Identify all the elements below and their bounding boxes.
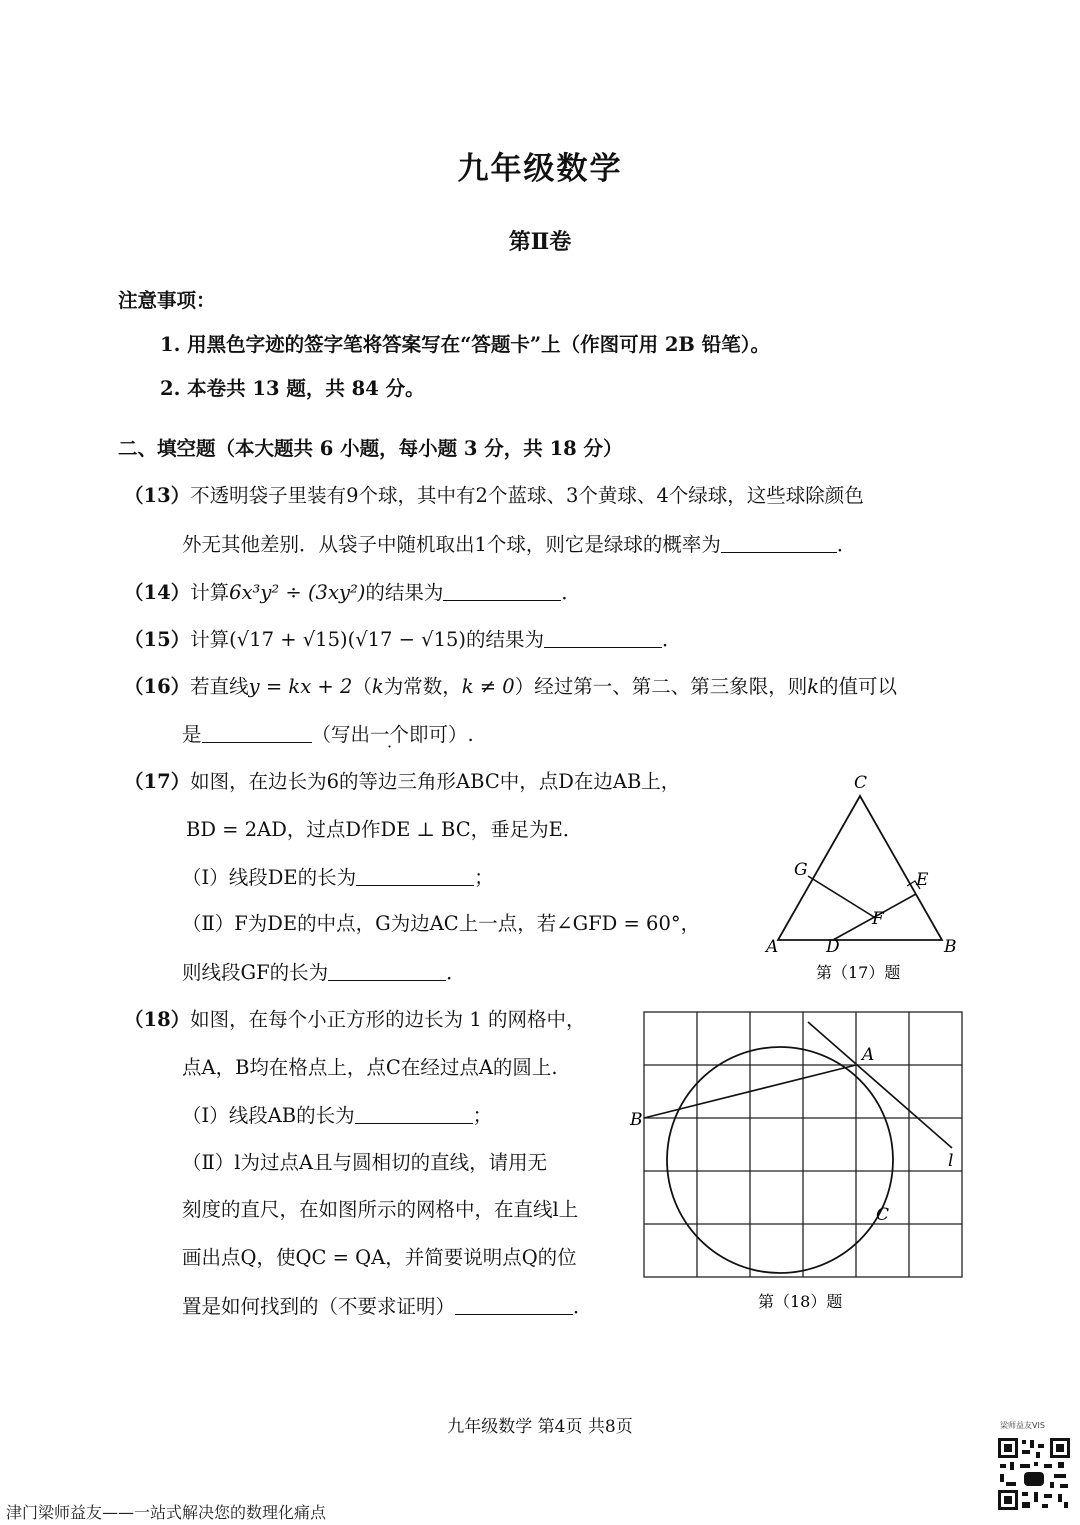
qr-label: 梁师益友VIS bbox=[1000, 1421, 1045, 1430]
q18-text1: 如图，在每个小正方形的边长为 1 的网格中， bbox=[190, 1008, 586, 1031]
q17-part1: （Ⅰ）线段DE的长为 ； bbox=[182, 866, 494, 889]
q16-text2b: （写出 bbox=[311, 723, 371, 746]
page-footer: 九年级数学 第4页 共8页 bbox=[447, 1417, 633, 1437]
q14-number: （14） bbox=[124, 581, 191, 604]
q16-line1 bbox=[124, 675, 897, 698]
q15-post: 的结果为 bbox=[466, 628, 545, 651]
q16-text1e: 的值可以 bbox=[819, 675, 898, 698]
notice-heading: 注意事项： bbox=[118, 289, 216, 312]
q18-part2-blank[interactable] bbox=[455, 1294, 573, 1315]
q18-number: （18） bbox=[124, 1008, 191, 1031]
notice-item-1: 1. 用黑色字迹的签字笔将答案写在“答题卡”上（作图可用 2B 铅笔）。 bbox=[160, 333, 770, 356]
q17-part2: （Ⅱ）F为DE的中点，G为边AC上一点，若∠GFD = 60°， bbox=[182, 912, 701, 935]
q14-expression: 6x³y² ÷ (3xy²) bbox=[229, 581, 366, 604]
q18-part2b: 刻度的直尺，在如图所示的网格中，在直线l上 bbox=[182, 1198, 579, 1221]
q18-part2d-text: 置是如何找到的（不要求证明） bbox=[182, 1295, 456, 1318]
q18-part2: （Ⅱ）l为过点A且与圆相切的直线，请用无 bbox=[182, 1151, 548, 1174]
label-b: B bbox=[630, 1110, 643, 1130]
q15-line: （15）计算(√17 + √15)(√17 − √15)的结果为 ． bbox=[124, 628, 682, 651]
q17-number: （17） bbox=[124, 770, 191, 793]
q18-line1 bbox=[124, 1008, 585, 1031]
q16-text1a: 若直线 bbox=[190, 675, 249, 698]
q16-k-1: k bbox=[371, 675, 384, 698]
label-c: C bbox=[854, 773, 868, 793]
q13-answer-blank[interactable] bbox=[721, 532, 837, 553]
q17-line2: BD = 2AD，过点D作DE ⊥ BC，垂足为E． bbox=[186, 818, 583, 841]
q17-figure bbox=[760, 768, 970, 988]
q16-k-3: k bbox=[807, 675, 820, 698]
q13-text2: 外无其他差别．从袋子中随机取出1个球，则它是绿球的概率为 bbox=[182, 533, 721, 556]
q18-part2c: 画出点Q，使QC = QA，并简要说明点Q的位 bbox=[182, 1246, 577, 1269]
q15-expression: (√17 + √15)(√17 − √15) bbox=[229, 628, 467, 651]
q16-emphasis: 一个 bbox=[370, 723, 410, 746]
q17-part1-blank[interactable] bbox=[356, 865, 474, 886]
label-a: A bbox=[766, 937, 779, 957]
q14-post: 的结果为 bbox=[365, 581, 444, 604]
q15-answer-blank[interactable] bbox=[544, 627, 662, 648]
q17-caption: 第（17）题 bbox=[816, 963, 901, 982]
label-d: D bbox=[826, 937, 840, 957]
q17-part2-blank[interactable] bbox=[328, 960, 446, 981]
qr-code-icon bbox=[996, 1436, 1072, 1512]
label-f: F bbox=[872, 909, 884, 929]
q16-text1b: （ bbox=[352, 675, 372, 698]
q13-line1 bbox=[124, 484, 864, 507]
q18-part1: （Ⅰ）线段AB的长为 ； bbox=[182, 1104, 493, 1127]
grid bbox=[644, 1012, 962, 1277]
tangent-line-l bbox=[808, 1022, 952, 1148]
label-b: B bbox=[944, 937, 957, 957]
q16-text2a: 是 bbox=[182, 723, 202, 746]
q18-part2d: 置是如何找到的（不要求证明） ． bbox=[182, 1295, 593, 1318]
q18-part1-blank[interactable] bbox=[355, 1103, 473, 1124]
q16-k-condition: k ≠ 0 bbox=[461, 675, 515, 698]
q17-part1-text: （Ⅰ）线段DE的长为 bbox=[182, 866, 357, 889]
q16-line2 bbox=[182, 722, 474, 746]
notice-item-2: 2. 本卷共 13 题，共 84 分。 bbox=[160, 377, 425, 400]
q16-text1d: ）经过第一、第二、第三象限，则 bbox=[514, 675, 808, 698]
q14-answer-blank[interactable] bbox=[443, 580, 561, 601]
q13-number: （13） bbox=[124, 484, 191, 507]
q16-text1c: 为常数， bbox=[383, 675, 462, 698]
section-heading: 二、填空题（本大题共 6 小题，每小题 3 分，共 18 分） bbox=[118, 437, 623, 460]
q18-line2: 点A，B均在格点上，点C在经过点A的圆上. bbox=[182, 1056, 558, 1079]
q15-number: （15） bbox=[124, 628, 191, 651]
q18-caption: 第（18）题 bbox=[758, 1292, 843, 1311]
label-l: l bbox=[948, 1151, 954, 1171]
q18-figure bbox=[630, 1000, 975, 1320]
q17-part2b-text: 则线段GF的长为 bbox=[182, 961, 329, 984]
label-g: G bbox=[794, 860, 808, 880]
watermark-text: 津门梁师益友——一站式解决您的数理化痛点 bbox=[6, 1503, 327, 1522]
page-subtitle: 第Ⅱ卷 bbox=[508, 229, 572, 255]
q15-pre: 计算 bbox=[190, 628, 230, 651]
label-a: A bbox=[862, 1045, 875, 1065]
segment-gf bbox=[808, 876, 874, 917]
circle bbox=[667, 1047, 893, 1273]
q17-line1 bbox=[124, 770, 680, 793]
q17-part2b: 则线段GF的长为 ． bbox=[182, 961, 466, 984]
q17-text1: 如图，在边长为6的等边三角形ABC中，点D在边AB上， bbox=[190, 770, 681, 793]
label-e: E bbox=[916, 870, 929, 890]
q18-part1-text: （Ⅰ）线段AB的长为 bbox=[182, 1104, 355, 1127]
q16-number: （16） bbox=[124, 675, 191, 698]
q16-text2d: 即可）. bbox=[409, 723, 474, 746]
label-c: C bbox=[876, 1205, 890, 1225]
q16-equation: y = kx + 2 bbox=[248, 675, 353, 698]
q13-text1: 不透明袋子里装有9个球，其中有2个蓝球、3个黄球、4个绿球，这些球除颜色 bbox=[190, 484, 864, 507]
q14-pre: 计算 bbox=[190, 581, 230, 604]
q16-answer-blank[interactable] bbox=[202, 722, 312, 743]
page-title: 九年级数学 bbox=[457, 151, 623, 187]
q14-line: （14）计算6x³y² ÷ (3xy²)的结果为 ． bbox=[124, 581, 581, 604]
q13-line2: 外无其他差别．从袋子中随机取出1个球，则它是绿球的概率为 ． bbox=[182, 533, 857, 556]
